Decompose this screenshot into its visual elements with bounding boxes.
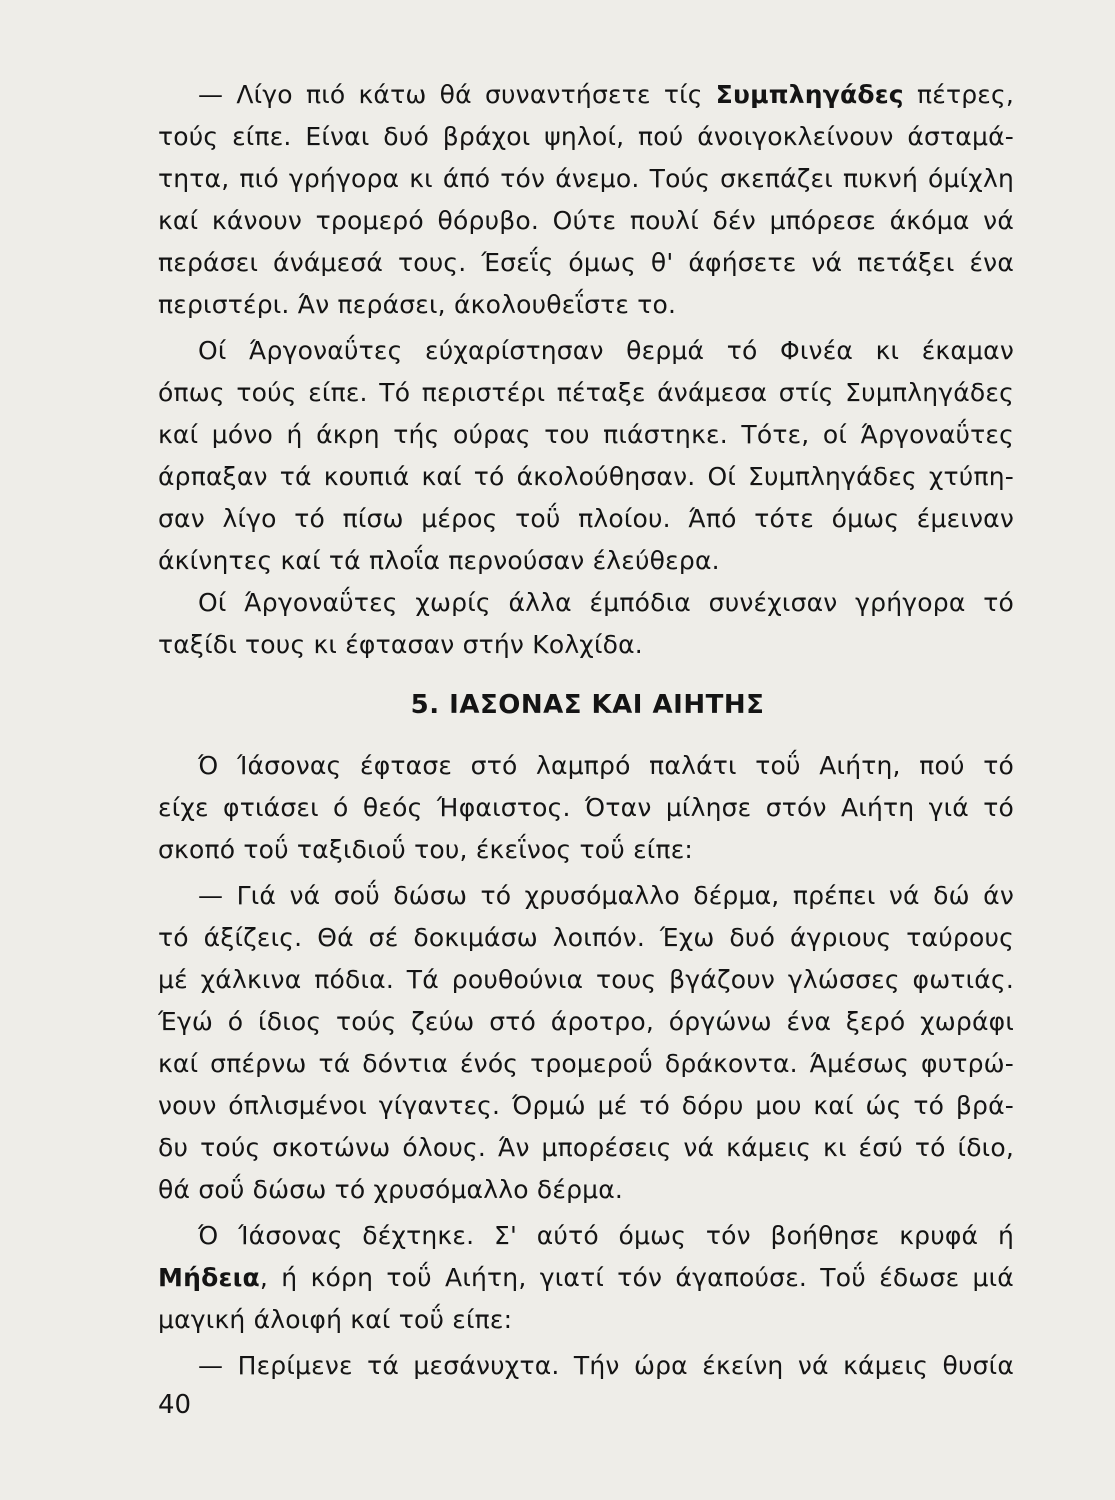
text-line: ταξίδι τους κι έφτασαν στήν Κολχίδα. [158, 630, 643, 659]
text-line: όπως τούς είπε. Τό περιστέρι πέταξε άνάμεσα στίς Συμπληγάδες [158, 378, 1014, 407]
text-line: μέ χάλκινα πόδια. Τά ρουθούνια τους βγάζουν γλώσσες φωτιάς. [158, 965, 1014, 994]
text-line [158, 1257, 1014, 1299]
text-line: σαν λίγο τό πίσω μέρος τοΰ πλοίου. Άπό τότε όμως έμειναν [158, 504, 1014, 533]
text-span: — Λίγο πιό κάτω θά συναντήσετε τίς [198, 80, 716, 109]
text-line: τούς είπε. Είναι δυό βράχοι ψηλοί, πού άνοιγοκλείνουν άσταμά- [158, 122, 1014, 151]
section-heading: 5. ΙΑΣΟΝΑΣ ΚΑΙ ΑΙΗΤΗΣ [410, 690, 765, 720]
text-line: Οί Άργοναΰτες εύχαρίστησαν θερμά τό Φινέα κι έκαμαν [198, 336, 1014, 365]
text-line: περιστέρι. Άν περάσει, άκολουθεΐστε το. [158, 290, 677, 319]
text-line: Ό Ίάσονας έφτασε στό λαμπρό παλάτι τοΰ Αιήτη, πού τό [198, 751, 1014, 780]
text-line [158, 74, 1014, 116]
text-line: — Γιά νά σοΰ δώσω τό χρυσόμαλλο δέρμα, πρέπει νά δώ άν [198, 881, 1014, 910]
text-line: τητα, πιό γρήγορα κι άπό τόν άνεμο. Τούς σκεπάζει πυκνή όμίχλη [158, 164, 1014, 193]
text-line: καί μόνο ή άκρη τής ούρας του πιάστηκε. Τότε, οί Άργοναΰτες [158, 420, 1014, 449]
text-line: άκίνητες καί τά πλοΐα περνούσαν έλεύθερα. [158, 546, 720, 575]
text-line: Έγώ ό ίδιος τούς ζεύω στό άροτρο, όργώνω ένα ξερό χωράφι [158, 1007, 1014, 1036]
text-line: είχε φτιάσει ό θεός Ήφαιστος. Όταν μίλησε στόν Αιήτη γιά τό [158, 793, 1014, 822]
text-line: περάσει άνάμεσά τους. Έσεΐς όμως θ' άφήσετε νά πετάξει ένα [158, 248, 1014, 277]
text-line: νουν όπλισμένοι γίγαντες. Όρμώ μέ τό δόρυ μου καί ώς τό βρά- [158, 1091, 1014, 1120]
text-line: καί σπέρνω τά δόντια ένός τρομεροΰ δράκοντα. Άμέσως φυτρώ- [158, 1049, 1014, 1078]
bold-term-symplegades: Συμπληγάδες [715, 80, 904, 109]
bold-term-medea: Μήδεια [158, 1263, 260, 1292]
text-line: Ό Ίάσονας δέχτηκε. Σ' αύτό όμως τόν βοήθησε κρυφά ή [198, 1221, 1014, 1250]
text-line: μαγική άλοιφή καί τοΰ είπε: [158, 1305, 513, 1334]
text-line: σκοπό τοΰ ταξιδιοΰ του, έκεΐνος τοΰ είπε: [158, 835, 694, 864]
text-span: πέτρες, [903, 80, 1014, 109]
text-line: — Περίμενε τά μεσάνυχτα. Τήν ώρα έκείνη νά κάμεις θυσία [198, 1351, 1014, 1380]
text-span: , ή κόρη τοΰ Αιήτη, γιατί τόν άγαπούσε. Τοΰ έδωσε μιά [259, 1263, 1014, 1292]
text-line: θά σοΰ δώσω τό χρυσόμαλλο δέρμα. [158, 1175, 624, 1204]
text-line: τό άξίζεις. Θά σέ δοκιμάσω λοιπόν. Έχω δυό άγριους ταύρους [158, 923, 1014, 952]
page-number: 40 [158, 1390, 192, 1420]
body-text-section-5 [158, 745, 1014, 1387]
text-line: άρπαξαν τά κουπιά καί τό άκολούθησαν. Οί Συμπληγάδες χτύπη- [158, 462, 1014, 491]
text-line: καί κάνουν τρομερό θόρυβο. Ούτε πουλί δέν μπόρεσε άκόμα νά [158, 206, 1014, 235]
text-line: δυ τούς σκοτώνω όλους. Άν μπορέσεις νά κάμεις κι έσύ τό ίδιο, [158, 1133, 1014, 1162]
body-text [158, 74, 1014, 666]
text-line: Οί Άργοναΰτες χωρίς άλλα έμπόδια συνέχισαν γρήγορα τό [198, 588, 1014, 617]
